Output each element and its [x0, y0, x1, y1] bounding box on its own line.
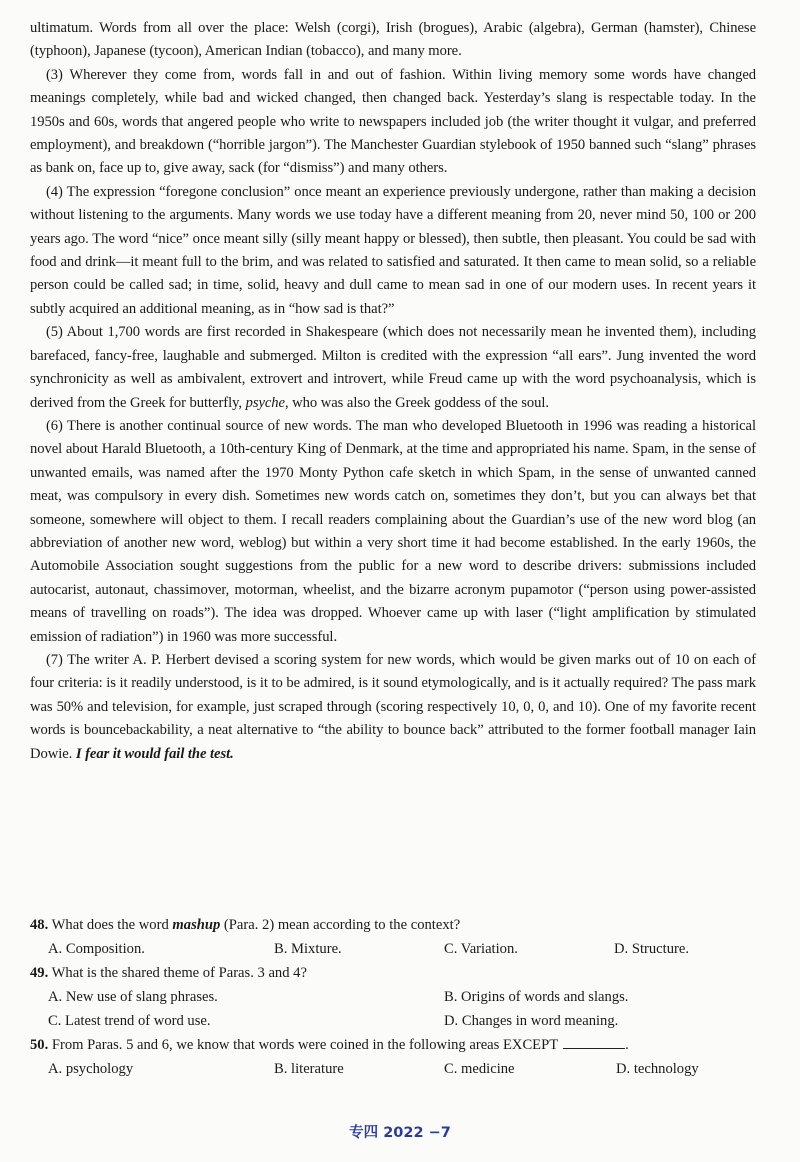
option-c[interactable]: C. medicine [444, 1061, 515, 1077]
option-d[interactable]: D. technology [616, 1061, 699, 1077]
question-number: 48. [30, 917, 49, 933]
question-48-options [30, 937, 770, 961]
option-a[interactable]: A. Composition. [48, 941, 145, 957]
answer-blank [563, 1036, 625, 1049]
paragraph-5-text-a: (5) About 1,700 words are first recorded in Shakespeare (which does not necessarily mean he invented them), including barefaced, fancy-free, laughable and submerged. Milton is credited with the expression “all ears”. Jung invented the word synchronicity as well as ambivalent, extrovert and introvert, while Freud came up with the word psychoanalysis, which is derived from the Greek for butterfly, [30, 324, 756, 411]
paragraph-5-text-b: , who was also the Greek goddess of the soul. [284, 394, 550, 411]
question-stem-text: What does the word [51, 917, 173, 933]
question-50-options [30, 1057, 770, 1081]
paragraph-6: (6) There is another continual source of new words. The man who developed Bluetooth in 1996 was reading a historical novel about Harald Bluetooth, a 10th-century King of Denmark, at the time and appropriated his name. Spam, in the sense of unwanted emails, was named after the 1970 Monty Python cafe sketch in which Spam, in the sense of unwanted canned meat, was compulsory in every dish. Sometimes new words catch on, sometimes they don’t, but you can always bet that someone, somewhere will object to them. I recall readers complaining about the Guardian’s use of the new word blog (an abbreviation of another new word, weblog) but within a very short time it had become established. In the early 1960s, the Automobile Association sought suggestions from the public for a new word to describe drivers: submissions included autocarist, autonaut, chassimover, motorman, wheelist, and the bizarre acronym pupamotor (“person using power-assisted means of travelling on roads”). The idea was dropped. Whoever came up with laser (“light amplification by stimulated emission of radiation”) in 1960 was more successful. [30, 417, 756, 645]
question-stem-text: From Paras. 5 and 6, we know that words were coined in the following areas EXCEPT [51, 1037, 559, 1053]
question-stem-text: What is the shared theme of Paras. 3 and 4? [51, 965, 307, 981]
option-a[interactable]: A. psychology [48, 1061, 134, 1077]
option-d[interactable]: D. Structure. [614, 941, 689, 957]
question-48-stem [30, 913, 770, 937]
option-c[interactable]: C. Variation. [444, 941, 518, 957]
paragraph-3: (3) Wherever they come from, words fall in and out of fashion. Within living memory some words have changed meanings completely, while bad and wicked changed, then changed back. Yesterday’s slang is respectable today. In the 1950s and 60s, words that angered people who write to newspapers included job (the writer thought it vulgar, and preferred employment), and breakdown (“horrible jargon”). The Manchester Guardian stylebook of 1950 banned such “slang” phrases as bank on, face up to, give away, sack (for “dismiss”) and many others. [30, 66, 756, 177]
question-48 [30, 913, 770, 961]
question-49-options-row-1 [30, 985, 770, 1009]
paragraph-7 [30, 649, 756, 766]
option-b[interactable]: B. literature [274, 1061, 344, 1077]
question-number: 49. [30, 965, 49, 981]
paragraph-5 [30, 321, 756, 415]
question-49-options-row-2 [30, 1009, 770, 1033]
question-49-stem [30, 961, 770, 985]
reading-passage [30, 17, 756, 766]
questions-section [30, 913, 770, 1081]
question-50-stem [30, 1033, 770, 1057]
question-stem-end: . [625, 1037, 629, 1053]
option-b[interactable]: B. Mixture. [274, 941, 342, 957]
question-keyword: mashup [172, 917, 221, 933]
option-d[interactable]: D. Changes in word meaning. [444, 1013, 619, 1029]
question-stem-text: (Para. 2) mean according to the context? [220, 917, 461, 933]
page-footer: 专四 2022 −7 [349, 1125, 451, 1141]
paragraph-7-text: (7) The writer A. P. Herbert devised a scoring system for new words, which would be given marks out of 10 on each of four criteria: is it readily understood, is it to be admired, is it sound etymologically, and is it actually required? The pass mark was 50% and television, for example, just scraped through (scoring respectively 10, 0, 0, and 10). One of my favorite recent words is bouncebackability, a neat alternative to “the ability to bounce back” attributed to the former football manager Iain Dowie. [30, 651, 756, 762]
option-c[interactable]: C. Latest trend of word use. [48, 1013, 211, 1029]
question-50 [30, 1033, 770, 1081]
paragraph-7-emphasis: I fear it would fail the test. [75, 745, 234, 762]
paragraph-4: (4) The expression “foregone conclusion” once meant an experience previously undergone, rather than making a decision without listening to the arguments. Many words we use today have a different meaning from 20, never mind 50, 100 or 200 years ago. The word “nice” once meant silly (silly meant happy or blessed), then subtle, then pleasant. You could be sad with food and drink—it meant full to the brim, and was related to satisfied and saturated. It then came to mean solid, so a reliable person could be called sad; in time, solid, heavy and dull came to mean sad in one of our modern uses. In recent years it subtly acquired an additional meaning, as in “how sad is that?” [30, 183, 756, 317]
question-49 [30, 961, 770, 1033]
option-a[interactable]: A. New use of slang phrases. [48, 989, 218, 1005]
paragraph-5-italic-word: psyche [245, 394, 285, 411]
question-number: 50. [30, 1037, 49, 1053]
paragraph-2-tail: ultimatum. Words from all over the place: Welsh (corgi), Irish (brogues), Arabic (algebra), German (hamster), Chinese (typhoon), Japanese (tycoon), American Indian (tobacco), and many more. [30, 20, 756, 60]
option-b[interactable]: B. Origins of words and slangs. [444, 989, 629, 1005]
